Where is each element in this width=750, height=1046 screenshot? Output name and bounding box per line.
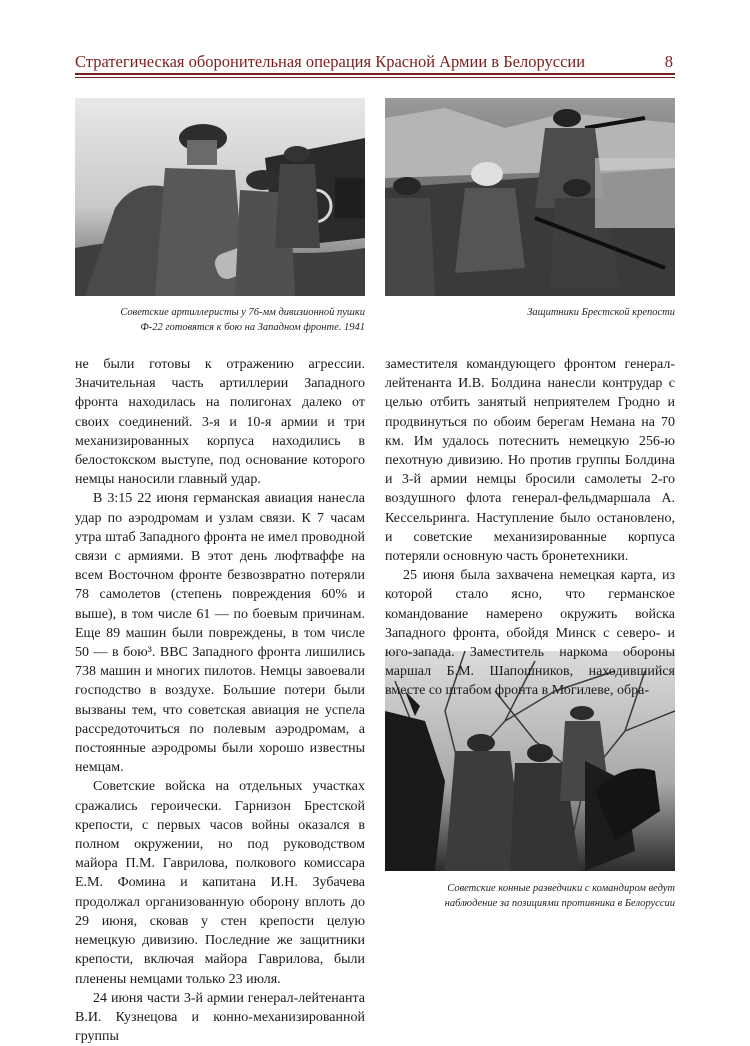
paragraph: 24 июня части 3-й армии генерал-лейтенанта В.И. Кузнецова и конно-механизированной группы — [75, 990, 365, 1045]
caption-line: наблюдение за позициями противника в Белоруссии — [444, 898, 675, 909]
running-header-title: Стратегическая оборонительная операция Красной Армии в Белоруссии — [75, 52, 586, 71]
caption-line: Ф-22 готовятся к бою на Западном фронте. 1941 — [140, 322, 365, 333]
paragraph: В 3:15 22 июня германская авиация нанесла удар по аэродромам и узлам связи. К 7 часам утра штаб Западного фронта не имел проводной связи с армиями. В этот день люфтваффе на всем Восточном фронте безвозвратно потеряли 78 самолетов (степень повреждения 60% и выше), в том числе 61 — по боевым причинам. Еще 89 машин были повреждены, в том числе 50 — в бою³. ВВС Западного фронта лишились 738 машин и многих пилотов. Немцы завоевали господство в воздухе. Большие потери были вызваны тем, что советская авиация не успела рассредоточиться по полевым аэродромам, а постоянные аэродромы были хорошо известны немцам. — [75, 491, 365, 776]
paragraph: Советские войска на отдельных участках сражались героически. Гарнизон Брестской крепости, с первых часов войны оказался в полном окружении, но под руководством майора П.М. Гаврилова, полкового комиссара Е.М. Фомина и капитана И.Н. Зубачева продолжал организованную оборону вплоть до 29 июня, сковав у стен крепости целую немецкую дивизию. Последние же защитники крепости, включая майора Гаврилова, были пленены немцами только 23 июля. — [75, 779, 365, 987]
running-header — [75, 50, 675, 74]
right-text-column — [385, 355, 675, 701]
paragraph: 25 июня была захвачена немецкая карта, из которой стало ясно, что германское командование намерено окружить войска Западного фронта, обойдя Минск с северо- и юго-запада. Заместитель наркома обороны маршал Б.М. Шапошников, находившийся вместе со штабом фронта в Могилеве, обра- — [385, 568, 675, 699]
header-rule-thick — [75, 73, 675, 75]
caption-line: Защитники Брестской крепости — [527, 307, 675, 318]
paragraph: заместителя командующего фронтом генерал-лейтенанта И.В. Болдина нанесли контрудар с целью отбить занятый неприятелем Гродно и продвинуться по обоим берегам Немана на 70 км. Им удалось потеснить немецкую 256-ю пехотную дивизию. Но против группы Болдина и 3-й армии немцы бросили самолеты 2-го воздушного флота генерал-фельдмаршала А. Кессельринга. Наступление было остановлено, и советские механизированные корпуса потеряли основную часть бронетехники. — [385, 357, 675, 565]
photo-brest-defenders — [385, 98, 675, 296]
photo-artillerymen — [75, 98, 365, 296]
caption-line: Советские конные разведчики с командиром ведут — [447, 883, 675, 894]
left-text-column — [75, 355, 365, 1046]
photo-caption-brest-defenders — [385, 305, 675, 320]
page-number: 8 — [664, 52, 673, 71]
caption-line: Советские артиллеристы у 76-мм дивизионной пушки — [120, 307, 365, 318]
photo-caption-artillerymen — [75, 305, 365, 335]
paragraph: не были готовы к отражению агрессии. Значительная часть артиллерии Западного фронта находилась на полигонах далеко от своих соединений. 3-я и 10-я армии и три механизированных корпуса находились в белостокском выступе, под основание которого немцы наносили главный удар. — [75, 357, 365, 488]
photo-caption-cavalry-scouts — [385, 881, 675, 911]
header-rule-thin — [75, 77, 675, 78]
